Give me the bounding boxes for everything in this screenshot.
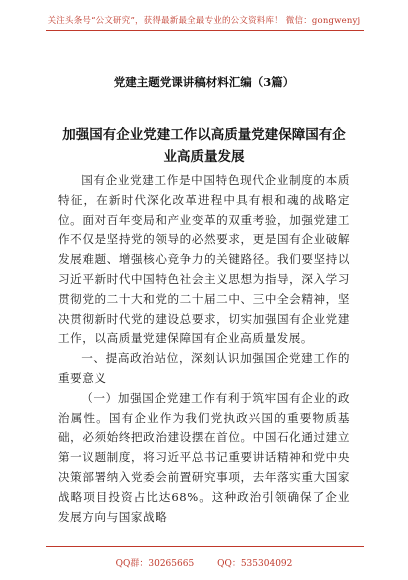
footer-rule	[46, 546, 364, 547]
footer-contact	[0, 556, 408, 569]
document-body	[58, 171, 350, 527]
header-banner: 关注头条号“公文研究”，获得最新最全最专业的公文资料库！ 微信：gongwenyj	[47, 16, 361, 26]
body-heading: 一、提高政治站位，深刻认识加强国企党建工作的重要意义	[58, 351, 350, 385]
document-title: 党建主题党课讲稿材料汇编（3篇）	[113, 75, 295, 89]
footer-qq: QQ：535304092	[217, 559, 293, 569]
body-paragraph: 国有企业党建工作是中国特色现代企业制度的本质特征，在新时代深化改革进程中具有根和魂的战略定位。面对百年变局和产业变革的双重考验，加强党建工作不仅是坚持党的领导的必然要求，更是国有企业破解发展难题、增强核心竞争力的关键路径。我们要坚持以习近平新时代中国特色社会主义思想为指导，深入学习贯彻党的二十大和党的二十届二中、三中全会精神，坚决贯彻新时代党的建设总要求，切实加强国有企业党建工作，以高质量党建保障国有企业高质量发展。	[58, 173, 350, 346]
section-title: 加强国有企业党建工作以高质量党建保障国有企业高质量发展	[62, 127, 346, 165]
footer-qq-group: QQ群：30265665	[115, 559, 195, 569]
header-rule	[46, 30, 364, 31]
body-paragraph: （一）加强国企党建工作有利于筑牢国有企业的政治属性。国有企业作为我们党执政兴国的重要物质基础，必须始终把政治建设摆在首位。中国石化通过建立第一议题制度，将习近平总书记重要讲话精神和党中央决策部署纳入党委会前置研究事项，去年落实重大国家战略项目投资占比达68%。这种政治引领确保了企业发展方向与国家战略	[58, 390, 350, 524]
